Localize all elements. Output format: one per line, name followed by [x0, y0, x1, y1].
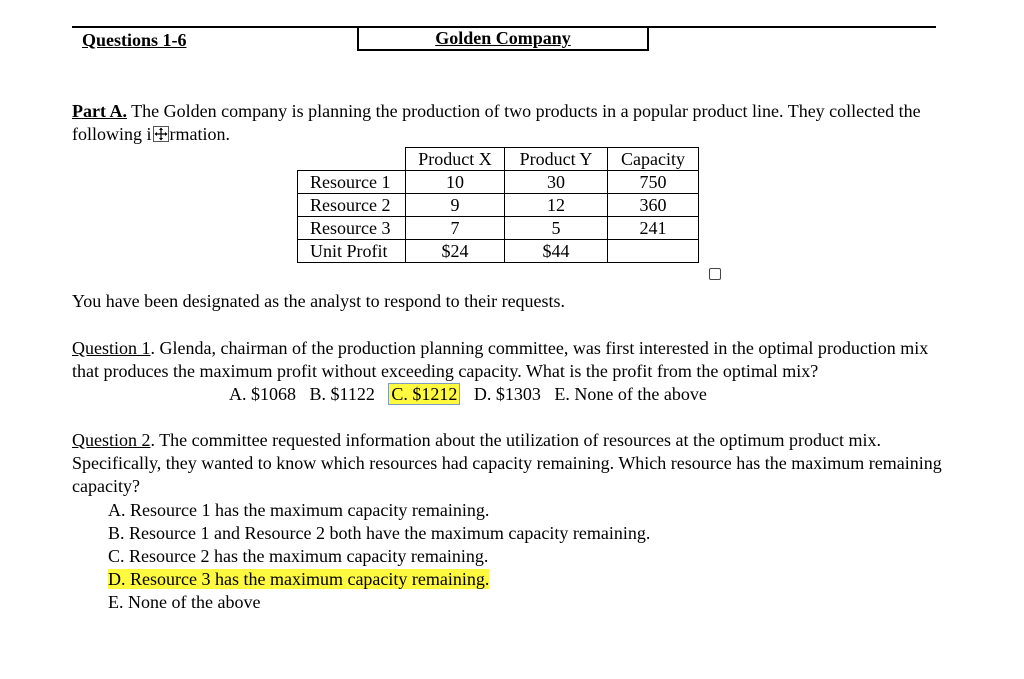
question-2-label: Question 2	[72, 430, 151, 450]
table-header-row	[298, 148, 699, 171]
q1-option-b[interactable]: B. $1122	[309, 384, 375, 404]
table-row	[298, 240, 699, 263]
resize-handle-icon[interactable]	[709, 268, 721, 280]
table-corner-cell	[298, 148, 406, 171]
row-label: Resource 3	[298, 217, 406, 240]
header-product-y: Product Y	[505, 148, 608, 171]
resource-table	[297, 147, 699, 263]
part-a-text: The Golden company is planning the production of two products in a popular product line. They collected the following i	[72, 101, 921, 144]
cell-x: $24	[406, 240, 505, 263]
questions-range-label: Questions 1-6	[82, 30, 187, 50]
cell-capacity: 750	[608, 171, 699, 194]
table-row	[298, 194, 699, 217]
q1-option-e[interactable]: E. None of the above	[554, 384, 707, 404]
cell-capacity	[608, 240, 699, 263]
company-title: Golden Company	[435, 28, 571, 48]
question-2-text: . The committee requested information about the utilization of resources at the optimum product mix. Specifically, they wanted to know which resources had capacity remaining. Which resource has the maximum remaining capacity?	[72, 430, 942, 496]
move-cursor-icon[interactable]	[153, 125, 169, 141]
cell-y: 30	[505, 171, 608, 194]
q2-option-c[interactable]: C. Resource 2 has the maximum capacity remaining.	[108, 546, 489, 566]
question-2-options	[108, 499, 650, 614]
row-label: Resource 1	[298, 171, 406, 194]
q2-option-d-text: D. Resource 3 has the maximum capacity remaining.	[108, 569, 490, 589]
q2-option-e[interactable]: E. None of the above	[108, 592, 261, 612]
q2-option-d[interactable]	[108, 568, 650, 591]
row-label: Resource 2	[298, 194, 406, 217]
question-2-paragraph	[72, 429, 952, 498]
part-a-text-end: rmation.	[169, 124, 230, 144]
q2-option-a[interactable]: A. Resource 1 has the maximum capacity remaining.	[108, 500, 490, 520]
analyst-text: You have been designated as the analyst to respond to their requests.	[72, 291, 566, 311]
cell-x: 10	[406, 171, 505, 194]
header-product-x: Product X	[406, 148, 505, 171]
table-row	[298, 171, 699, 194]
q1-option-a[interactable]: A. $1068	[229, 384, 296, 404]
cell-x: 9	[406, 194, 505, 217]
q1-option-c[interactable]: C. $1212	[388, 383, 460, 405]
q2-option-b[interactable]: B. Resource 1 and Resource 2 both have the maximum capacity remaining.	[108, 523, 651, 543]
question-1-label: Question 1	[72, 338, 151, 358]
cell-y: 5	[505, 217, 608, 240]
part-a-paragraph	[72, 100, 952, 146]
table-row	[298, 217, 699, 240]
cell-capacity: 241	[608, 217, 699, 240]
question-1-paragraph	[72, 337, 952, 383]
cell-capacity: 360	[608, 194, 699, 217]
cell-y: $44	[505, 240, 608, 263]
question-1-text: . Glenda, chairman of the production planning committee, was first interested in the optimal production mix that produces the maximum profit without exceeding capacity. What is the profit from the optimal mix?	[72, 338, 929, 381]
row-label: Unit Profit	[298, 240, 406, 263]
cell-x: 7	[406, 217, 505, 240]
company-title-box	[357, 27, 649, 51]
part-a-label: Part A.	[72, 101, 127, 121]
q1-option-d[interactable]: D. $1303	[473, 384, 541, 404]
header-capacity: Capacity	[608, 148, 699, 171]
cell-y: 12	[505, 194, 608, 217]
question-1-options	[229, 383, 707, 406]
